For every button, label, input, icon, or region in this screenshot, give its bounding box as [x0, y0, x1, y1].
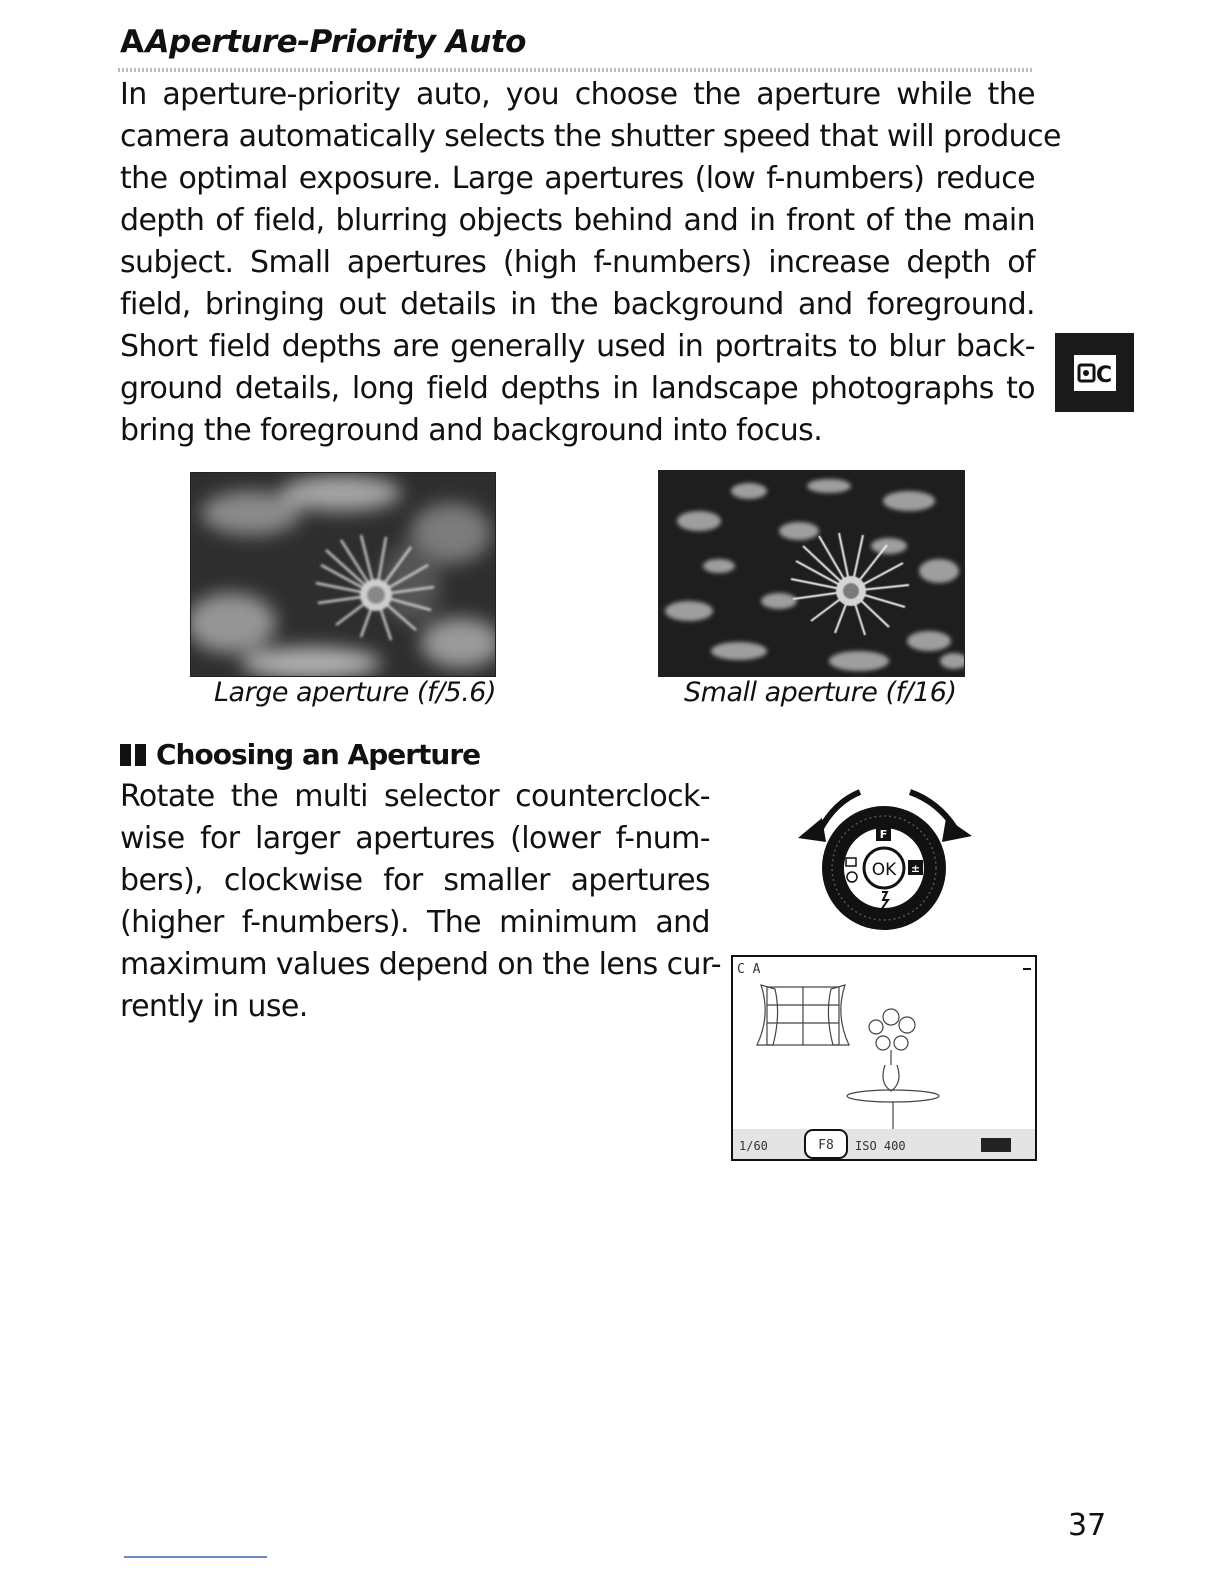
paragraph-line: depth of field, blurring objects behind and in front of the main — [120, 203, 1035, 238]
footer-divider — [124, 1556, 267, 1558]
lcd-shutter-speed: 1/60 — [739, 1139, 768, 1153]
paragraph-line: bers), clockwise for smaller apertures — [120, 863, 710, 898]
paragraph-line: wise for larger apertures (lower f-num- — [120, 821, 710, 856]
paragraph-line: the optimal exposure. Large apertures (low f-numbers) reduce — [120, 161, 1035, 196]
double-bar-bullet-icon — [120, 744, 148, 766]
paragraph-line: Rotate the multi selector counterclock- — [120, 779, 710, 814]
caption-small-aperture: Small aperture (f/16) — [684, 677, 957, 708]
paragraph-line: bring the foreground and background into focus. — [120, 413, 823, 448]
paragraph-line: camera automatically selects the shutter speed that will produce — [120, 119, 1061, 154]
mode-letter: A — [120, 24, 144, 60]
paragraph-line: In aperture-priority auto, you choose the aperture while the — [120, 77, 1035, 112]
section-title-text: Aperture-Priority Auto — [145, 24, 526, 60]
svg-text:±: ± — [910, 862, 921, 875]
paragraph-line: subject. Small apertures (high f-numbers) increase depth of — [120, 245, 1035, 280]
caption-large-aperture: Large aperture (f/5.6) — [214, 677, 497, 708]
paragraph-line: field, bringing out details in the background and foreground. — [120, 287, 1035, 322]
camera-mode-icon — [1074, 355, 1116, 391]
paragraph-line: (higher f-numbers). The minimum and — [120, 905, 710, 940]
svg-text:C: C — [1095, 362, 1112, 388]
flash-mode-icon: F — [879, 828, 888, 841]
paragraph-line: rently in use. — [120, 989, 308, 1024]
lcd-mode-indicator: C A — [737, 962, 761, 977]
photo-large-aperture — [190, 472, 496, 677]
photo-small-aperture — [658, 470, 965, 677]
lcd-iso-value: ISO 400 — [855, 1139, 906, 1153]
paragraph-line: maximum values depend on the lens cur- — [120, 947, 721, 982]
title-divider — [118, 68, 1033, 72]
page-number: 37 — [1068, 1508, 1107, 1543]
multi-selector-illustration — [790, 780, 980, 930]
paragraph-line: Short field depths are generally used in portraits to blur back- — [120, 329, 1035, 364]
paragraph-line: ground details, long field depths in landscape photographs to — [120, 371, 1035, 406]
ok-button-icon: OK — [871, 860, 897, 880]
lcd-aperture-value: F8 — [818, 1138, 834, 1153]
chapter-tab — [1055, 333, 1134, 412]
section-title — [120, 24, 526, 60]
camera-lcd-illustration — [731, 955, 1037, 1161]
subsection-title-text: Choosing an Aperture — [156, 738, 481, 771]
subsection-title — [120, 738, 480, 771]
